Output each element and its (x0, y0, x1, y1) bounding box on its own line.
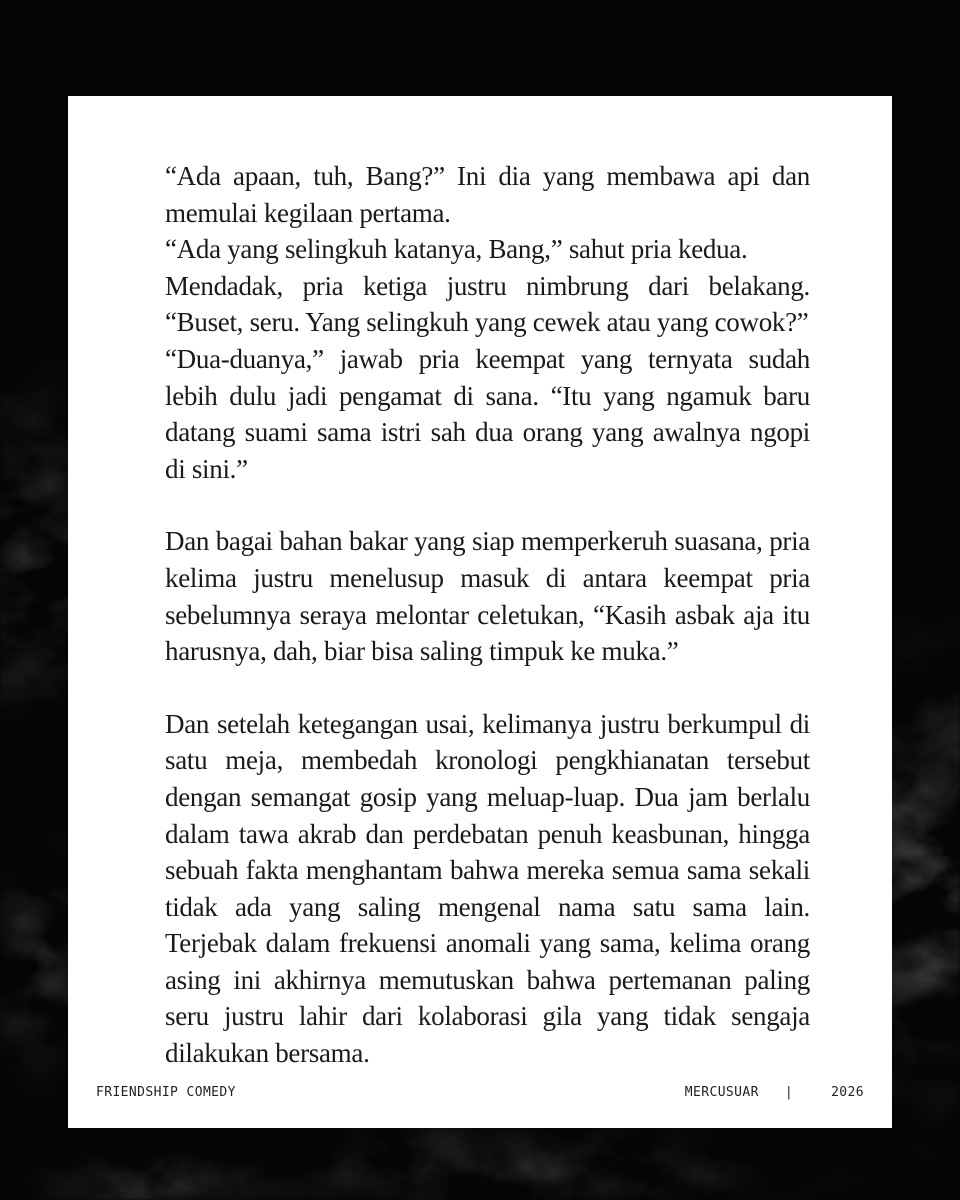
story-paragraph-3: Dan setelah ketegangan usai, kelimanya justru berkumpul di satu meja, membedah kronologi pengkhianatan tersebut dengan semangat gosip yang meluap-luap. Dua jam berlalu dalam tawa akrab dan perdebatan penuh keasbunan, hingga sebuah fakta menghantam bahwa mereka semua sama sekali tidak ada yang saling mengenal nama satu sama lain. Terjebak dalam frekuensi anomali yang sama, kelima orang asing ini akhirnya memutuskan bahwa pertemanan paling seru justru lahir dari kolaborasi gila yang tidak sengaja dilakukan bersama. (165, 708, 810, 1069)
story-line-4: “Dua-duanya,” jawab pria keempat yang ternyata sudah lebih dulu jadi pengamat di sana. “Itu yang ngamuk baru datang suami sama istri sah dua orang yang awalnya ngopi di sini.” (165, 343, 810, 484)
story-line-2: “Ada yang selingkuh katanya, Bang,” sahut pria kedua. (165, 234, 748, 265)
story-text (165, 158, 810, 1072)
year-label: 2026 (831, 1085, 864, 1100)
footer (96, 1085, 864, 1103)
story-line-3: Mendadak, pria ketiga justru nimbrung dari belakang. “Buset, seru. Yang selingkuh yang cewek atau yang cowok?” (165, 270, 810, 338)
text-card (68, 96, 892, 1128)
footer-meta (685, 1085, 864, 1100)
story-paragraph-2: Dan bagai bahan bakar yang siap memperkeruh suasana, pria kelima justru menelusup masuk di antara keempat pria sebelumnya seraya melontar celetukan, “Kasih asbak aja itu harusnya, dah, biar bisa saling timpuk ke muka.” (165, 526, 810, 667)
genre-label: FRIENDSHIP COMEDY (96, 1085, 236, 1100)
publisher-label: MERCUSUAR (684, 1085, 759, 1100)
footer-separator: | (784, 1085, 794, 1100)
story-line-1: “Ada apaan, tuh, Bang?” Ini dia yang membawa api dan memulai kegilaan pertama. (165, 161, 810, 228)
